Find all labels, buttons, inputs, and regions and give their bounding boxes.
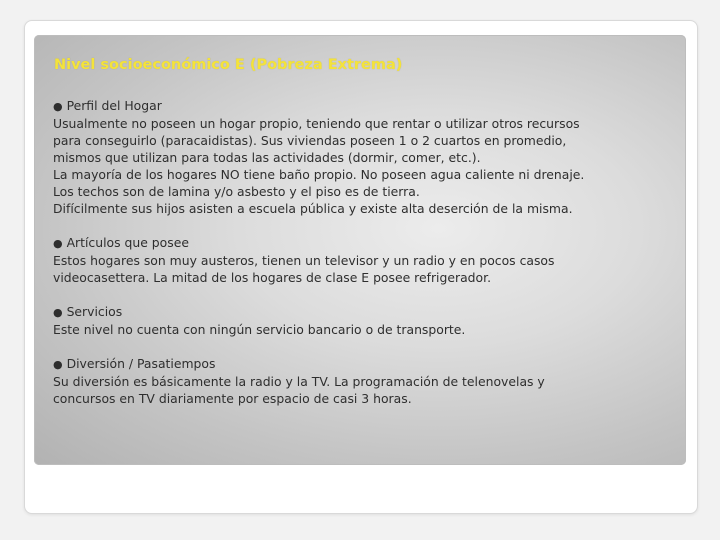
slide-title: Nivel socioeconómico E (Pobreza Extrema)	[54, 57, 403, 73]
section-heading	[53, 303, 673, 321]
section-heading-text: Servicios	[66, 304, 123, 319]
section-perfil-del-hogar	[53, 97, 673, 217]
section-heading	[53, 234, 673, 252]
paragraph-line: mismos que utilizan para todas las actividades (dormir, comer, etc.).	[53, 150, 481, 165]
section-servicios	[53, 303, 673, 338]
paragraph-line: Los techos son de lamina y/o asbesto y el piso es de tierra.	[53, 184, 420, 199]
section-articulos-que-posee	[53, 234, 673, 286]
paragraph-line: para conseguirlo (paracaidistas). Sus viviendas poseen 1 o 2 cuartos en promedio,	[53, 133, 567, 148]
paragraph-line: videocasettera. La mitad de los hogares de clase E posee refrigerador.	[53, 270, 492, 285]
paragraph-line: Estos hogares son muy austeros, tienen un televisor y un radio y en pocos casos	[53, 253, 555, 268]
paragraph-line: Su diversión es básicamente la radio y la TV. La programación de telenovelas y	[53, 374, 545, 389]
section-diversion-pasatiempos	[53, 355, 673, 407]
bullet-icon: ●	[53, 306, 63, 319]
paragraph-line: concursos en TV diariamente por espacio de casi 3 horas.	[53, 391, 412, 406]
paragraph-line: Usualmente no poseen un hogar propio, teniendo que rentar o utilizar otros recursos	[53, 116, 580, 131]
paragraph-line: La mayoría de los hogares NO tiene baño propio. No poseen agua caliente ni drenaje.	[53, 167, 585, 182]
paragraph-line: Difícilmente sus hijos asisten a escuela pública y existe alta deserción de la misma.	[53, 201, 573, 216]
section-heading-text: Perfil del Hogar	[66, 98, 162, 113]
bullet-icon: ●	[53, 100, 63, 113]
slide-body	[53, 97, 673, 424]
section-heading	[53, 355, 673, 373]
bullet-icon: ●	[53, 358, 63, 371]
paragraph-line: Este nivel no cuenta con ningún servicio bancario o de transporte.	[53, 322, 466, 337]
section-heading-text: Artículos que posee	[66, 235, 189, 250]
bullet-icon: ●	[53, 237, 63, 250]
section-heading	[53, 97, 673, 115]
section-heading-text: Diversión / Pasatiempos	[66, 356, 216, 371]
